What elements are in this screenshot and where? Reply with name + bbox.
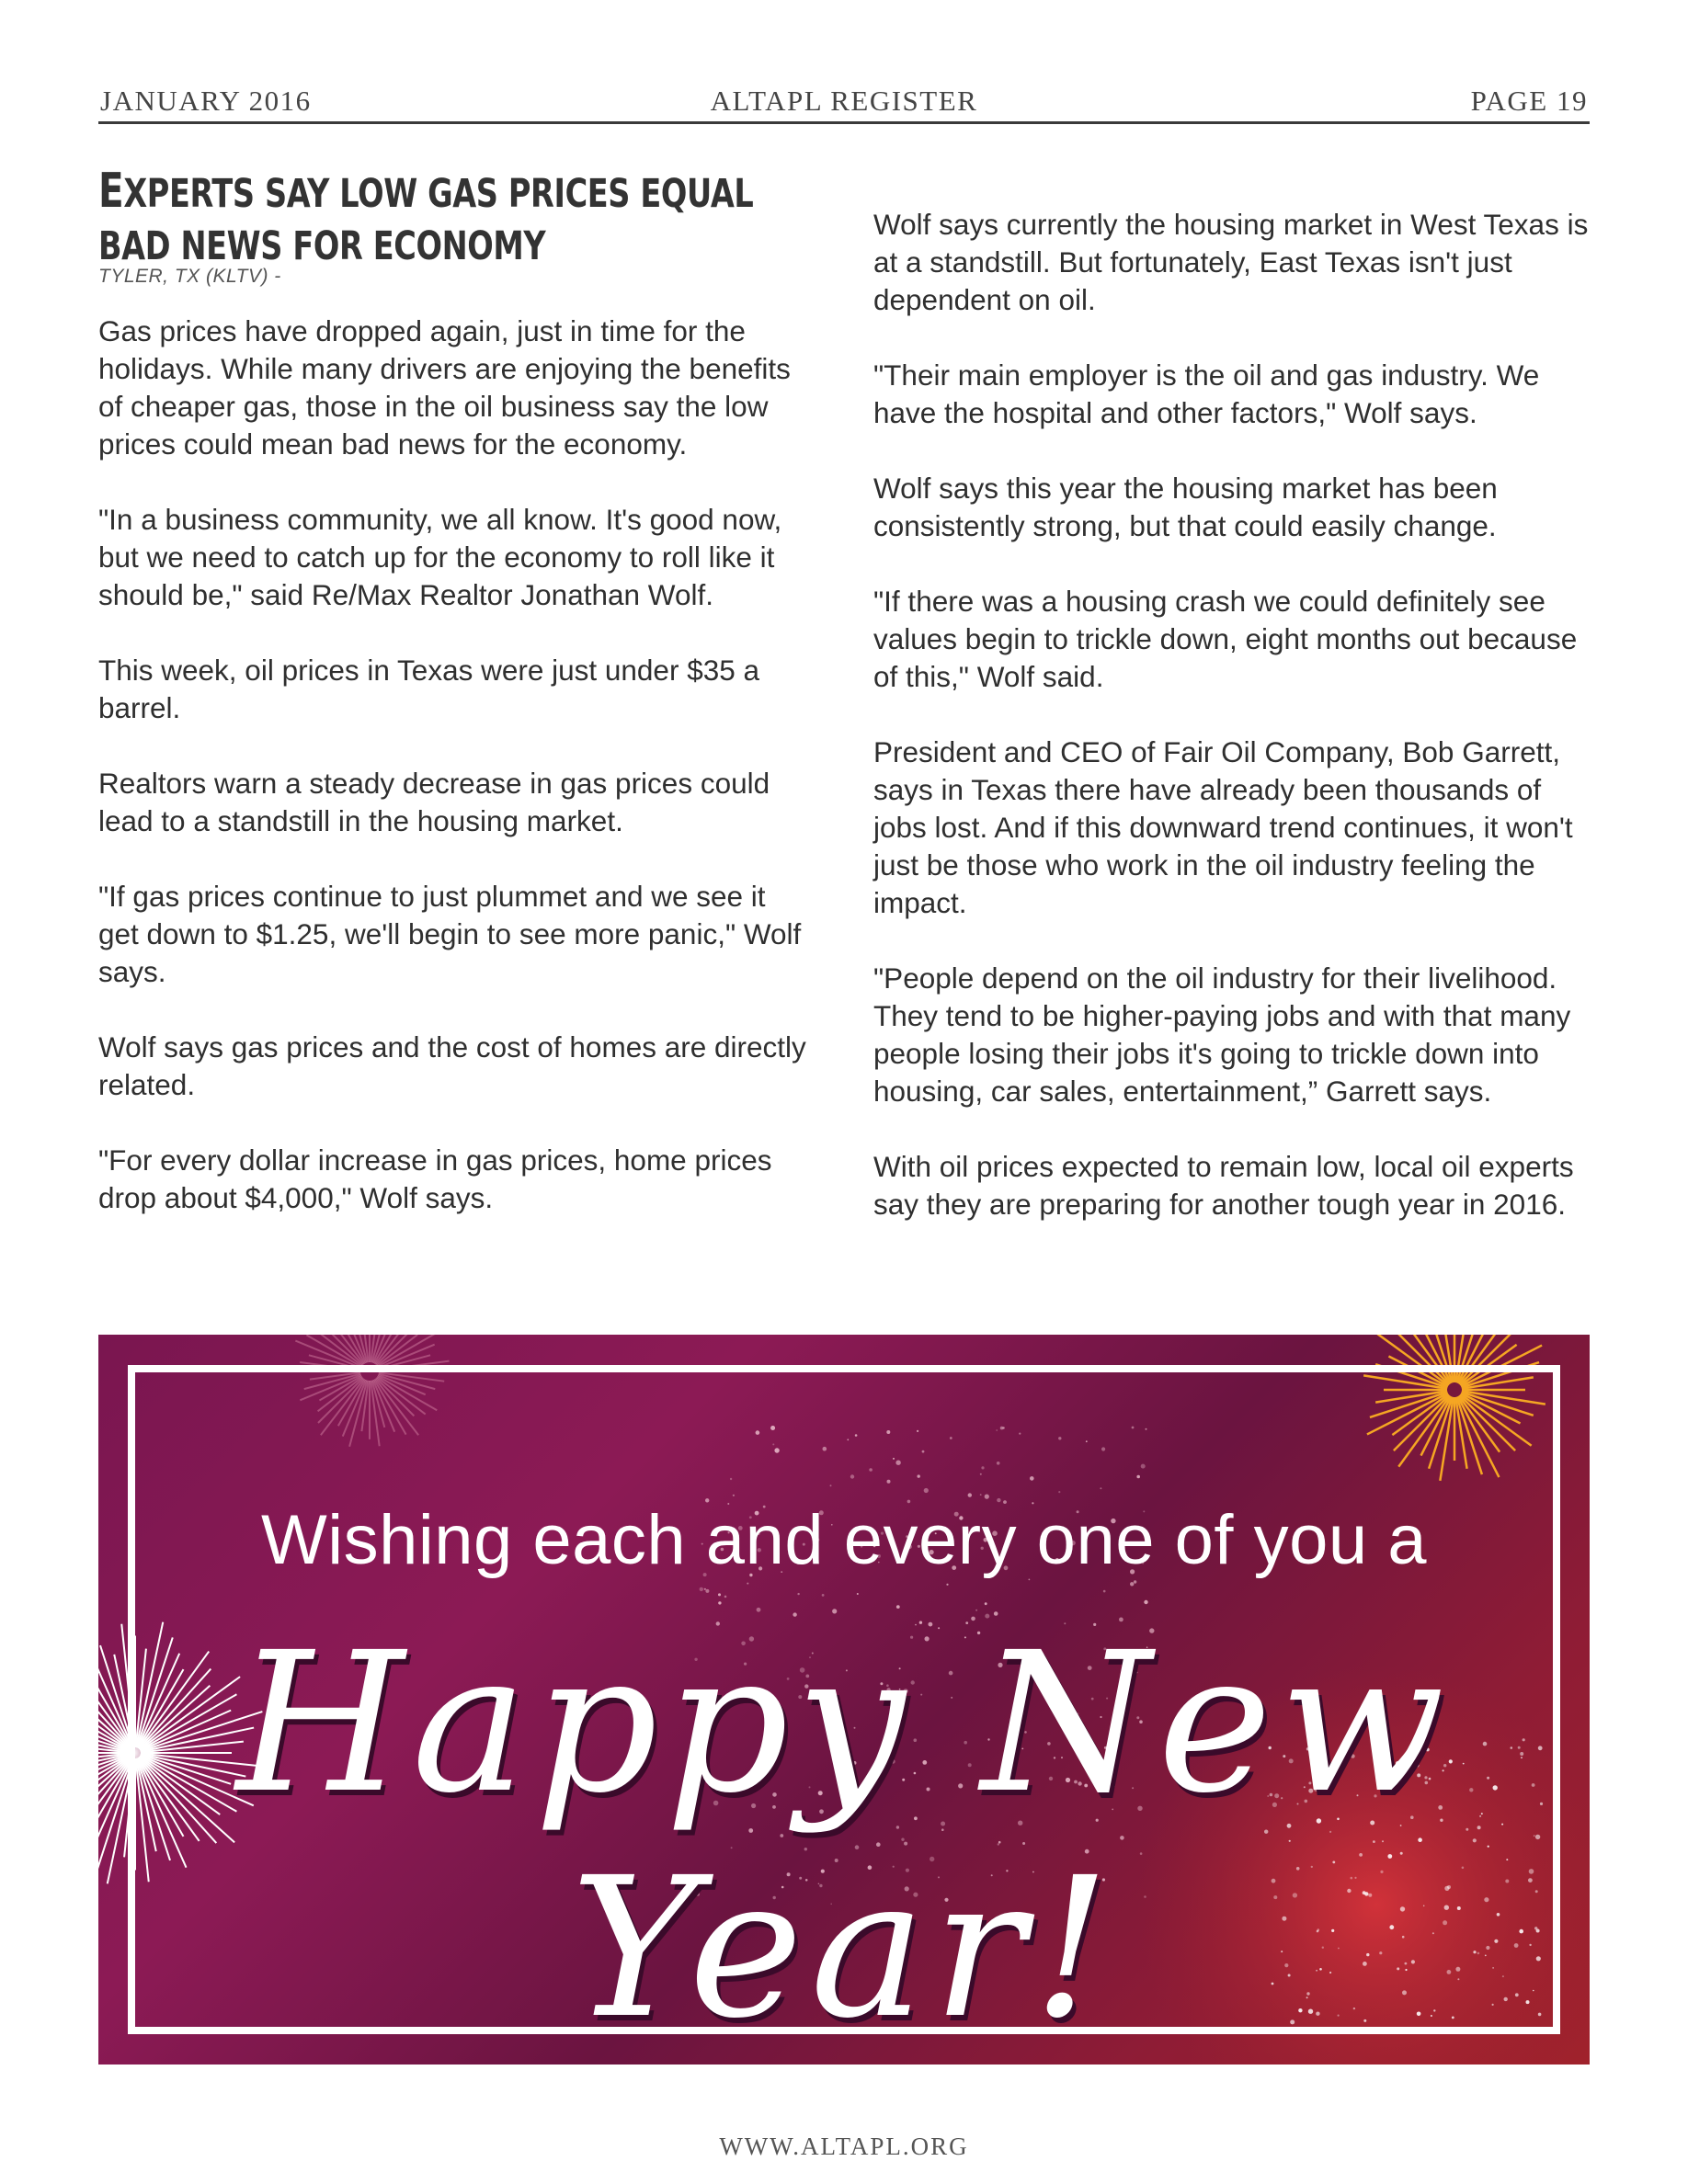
paragraph: Realtors warn a steady decrease in gas prices could lead to a standstill in the housing market. <box>98 767 770 837</box>
page-header <box>98 79 1590 124</box>
headline-initial: E <box>98 164 124 219</box>
footer-website: WWW.ALTAPL.ORG <box>719 2133 969 2160</box>
wish-text: Wishing each and every one of you a <box>260 1501 1428 1579</box>
paragraph: Gas prices have dropped again, just in time for the holidays. While many drivers are enjoying the benefits of cheaper gas, those in the oil business say the low prices could mean bad news for the economy. <box>98 314 791 461</box>
paragraph: Wolf says currently the housing market in West Texas is at a standstill. But fortunately, East Texas isn't just dependent on oil. <box>873 208 1589 316</box>
article-left-column <box>98 165 811 1255</box>
page-number: PAGE 19 <box>1470 85 1588 117</box>
paragraph: "If gas prices continue to just plummet and we see it get down to $1.25, we'll begin to see more panic," Wolf says. <box>98 880 802 988</box>
article-right-column <box>873 206 1590 1261</box>
article-headline <box>98 165 808 273</box>
left-paragraphs <box>98 313 811 1217</box>
headline-text: XPERTS SAY LOW GAS PRICES EQUAL BAD NEWS FOR ECONOMY <box>98 171 754 269</box>
paragraph: Wolf says gas prices and the cost of homes are directly related. <box>98 1030 806 1101</box>
paragraph: "In a business community, we all know. It's good now, but we need to catch up for the economy to roll like it should be," said Re/Max Realtor Jonathan Wolf. <box>98 503 782 611</box>
paragraph: "Their main employer is the oil and gas industry. We have the hospital and other factors," Wolf says. <box>873 358 1540 429</box>
publication-title: ALTAPL REGISTER <box>710 85 978 117</box>
paragraph: "For every dollar increase in gas prices, home prices drop about $4,000," Wolf says. <box>98 1143 772 1214</box>
new-year-banner <box>98 1335 1590 2065</box>
paragraph: This week, oil prices in Texas were just under $35 a barrel. <box>98 654 760 724</box>
article-dateline: TYLER, TX (KLTV) - <box>98 266 281 287</box>
paragraph: With oil prices expected to remain low, local oil experts say they are preparing for another tough year in 2016. <box>873 1150 1574 1221</box>
happy-new-year-text: Happy New Year! <box>235 1610 1453 2061</box>
paragraph: "If there was a housing crash we could definitely see values begin to trickle down, eight months out because of this," Wolf said. <box>873 585 1578 693</box>
paragraph: "People depend on the oil industry for their livelihood. They tend to be higher-paying jobs and with that many people losing their jobs it's going to trickle down into housing, car sales, entertainment,” Garrett says. <box>873 961 1571 1108</box>
issue-date: JANUARY 2016 <box>100 85 312 117</box>
paragraph: President and CEO of Fair Oil Company, Bob Garrett, says in Texas there have already been thousands of jobs lost. And if this downward trend continues, it won't just be those who work in the oil industry feeling the impact. <box>873 735 1573 919</box>
paragraph: Wolf says this year the housing market has been consistently strong, but that could easily change. <box>873 472 1498 542</box>
